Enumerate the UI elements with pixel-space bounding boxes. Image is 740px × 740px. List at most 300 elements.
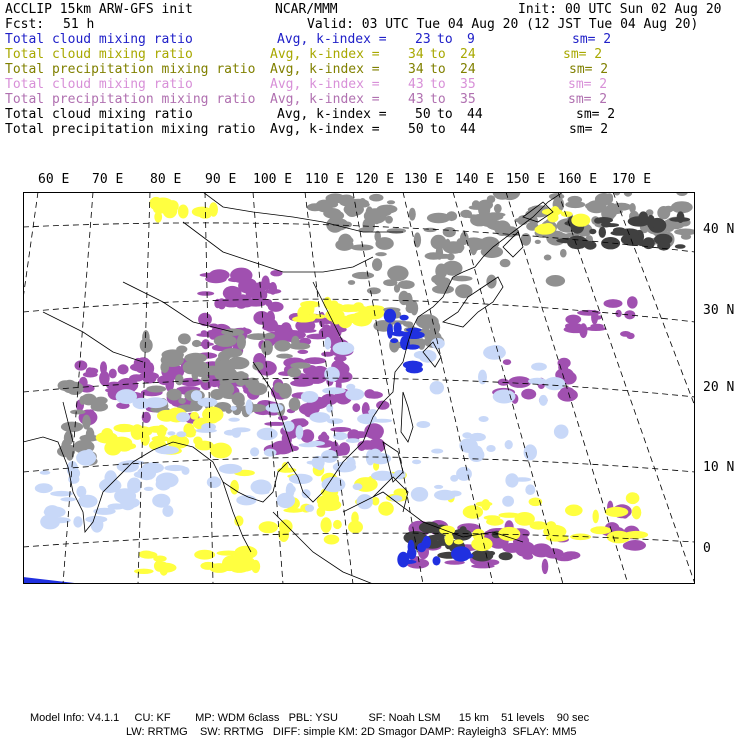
cloud-yellow-patch <box>481 499 490 510</box>
legend-k-to: 24 <box>460 47 476 62</box>
cloud-yellow-patch <box>590 526 611 534</box>
cloud-blue-patch <box>397 552 409 568</box>
cloud-gray-patch <box>502 226 518 237</box>
precip-purple-patch <box>373 429 383 439</box>
forecast-hour: 51 h <box>63 17 95 32</box>
legend-k-to: 44 <box>460 122 476 137</box>
cloud-dark-patch <box>599 227 606 238</box>
legend-k-from: 50 <box>415 107 431 122</box>
cloud-dark-patch <box>589 229 596 234</box>
cloud-gray-patch <box>399 291 410 305</box>
cloud-lightblue-patch <box>251 480 272 495</box>
legend-smoothing: sm= 2 <box>568 77 608 92</box>
cloud-gray-patch <box>175 374 184 385</box>
cloud-lightblue-patch <box>456 467 472 481</box>
cloud-yellow-patch <box>624 531 648 539</box>
cloud-yellow-patch <box>317 495 336 507</box>
precip-purple-patch <box>542 559 549 574</box>
cloud-blue-patch <box>384 309 396 323</box>
cloud-gray-patch <box>276 354 293 359</box>
cloud-dark-patch <box>601 237 620 249</box>
cloud-yellow-patch <box>347 314 370 319</box>
cloud-gray-patch <box>500 259 511 267</box>
cloud-lightblue-patch <box>324 337 331 350</box>
cloud-gray-patch <box>350 244 373 250</box>
cloud-yellow-patch <box>157 425 167 438</box>
precip-purple-patch <box>593 315 602 319</box>
legend-to-word: to <box>430 122 446 137</box>
cloud-yellow-patch <box>323 297 331 309</box>
cloud-gray-patch <box>611 203 631 211</box>
center-name: NCAR/MMM <box>275 2 338 17</box>
cloud-yellow-patch <box>445 533 454 546</box>
precip-purple-patch <box>531 543 552 557</box>
cloud-gray-patch <box>217 360 232 372</box>
precip-purple-patch <box>620 331 631 337</box>
cloud-dark-patch <box>603 223 620 227</box>
cloud-gray-patch <box>398 280 415 289</box>
cloud-gray-patch <box>657 206 670 219</box>
cloud-lightblue-patch <box>357 494 373 509</box>
cloud-lightblue-patch <box>176 412 190 422</box>
latitude-label: 40 N <box>703 222 735 237</box>
legend-to-word: to <box>430 77 446 92</box>
cloud-lightblue-patch <box>434 485 443 489</box>
precip-purple-patch <box>577 310 601 316</box>
legend-field-name: Total precipitation mixing ratio <box>5 92 256 107</box>
legend-smoothing: sm= 2 <box>569 122 609 137</box>
cloud-yellow-patch <box>632 506 642 520</box>
cloud-blue-patch <box>390 339 398 344</box>
cloud-gray-patch <box>214 335 237 347</box>
cloud-yellow-patch <box>186 428 196 436</box>
cloud-gray-patch <box>146 386 166 393</box>
cloud-lightblue-patch <box>469 433 486 441</box>
cloud-lightblue-patch <box>144 397 168 408</box>
cloud-yellow-patch <box>139 551 157 559</box>
legend-field-name: Total cloud mixing ratio <box>5 77 193 92</box>
precip-purple-patch <box>200 273 221 277</box>
legend-to-word: to <box>430 62 446 77</box>
cloud-yellow-patch <box>193 437 202 445</box>
cloud-gray-patch <box>279 383 292 399</box>
cloud-gray-patch <box>470 214 489 226</box>
cloud-gray-patch <box>544 255 552 261</box>
cloud-lightblue-patch <box>117 461 139 473</box>
precip-purple-patch <box>556 556 573 561</box>
cloud-gray-patch <box>184 353 207 363</box>
cloud-gray-patch <box>486 212 506 217</box>
legend-k-to: 9 <box>467 32 475 47</box>
cloud-gray-patch <box>165 350 183 360</box>
precip-purple-patch <box>297 350 308 354</box>
cloud-lightblue-patch <box>524 444 537 460</box>
cloud-yellow-patch <box>308 303 315 315</box>
cloud-lightblue-patch <box>35 483 53 493</box>
longitude-label: 160 E <box>558 172 598 187</box>
cloud-dark-patch <box>657 241 670 251</box>
cloud-gray-patch <box>387 200 395 204</box>
cloud-gray-patch <box>178 398 186 404</box>
precip-purple-patch <box>623 542 635 550</box>
precip-purple-patch <box>264 319 278 332</box>
longitude-label: 140 E <box>455 172 495 187</box>
cloud-yellow-patch <box>351 512 359 525</box>
latitude-label: 0 <box>703 541 711 556</box>
cloud-lightblue-patch <box>76 450 96 466</box>
cloud-yellow-patch <box>498 527 520 541</box>
precip-purple-patch <box>278 416 288 421</box>
cloud-lightblue-patch <box>448 491 462 497</box>
cloud-blue-patch <box>406 328 422 332</box>
cloud-lightblue-patch <box>176 431 186 437</box>
cloud-yellow-patch <box>593 510 599 524</box>
cloud-gray-patch <box>237 334 246 349</box>
cloud-lightblue-patch <box>478 370 487 385</box>
precip-purple-patch <box>565 323 582 330</box>
latitude-label: 20 N <box>703 380 735 395</box>
longitude-label: 120 E <box>355 172 395 187</box>
legend-to-word: to <box>437 32 453 47</box>
cloud-lightblue-patch <box>431 449 443 454</box>
cloud-lightblue-patch <box>121 498 140 509</box>
cloud-lightblue-patch <box>299 443 319 447</box>
longitude-label: 100 E <box>253 172 293 187</box>
cloud-yellow-patch <box>471 537 492 551</box>
cloud-gray-patch <box>289 397 301 411</box>
cloud-gray-patch <box>480 237 500 250</box>
latitude-label: 10 N <box>703 460 735 475</box>
cloud-lightblue-patch <box>228 418 240 422</box>
precip-purple-patch <box>558 362 568 373</box>
precip-purple-patch <box>118 364 129 374</box>
cloud-lightblue-patch <box>486 445 495 452</box>
cloud-dark-patch <box>675 244 686 249</box>
precip-purple-patch <box>352 403 360 412</box>
cloud-yellow-patch <box>190 412 199 420</box>
longitude-label: 60 E <box>38 172 70 187</box>
cloud-lightblue-patch <box>528 378 546 385</box>
cloud-lightblue-patch <box>167 431 175 435</box>
legend-field-name: Total cloud mixing ratio <box>5 32 193 47</box>
cloud-yellow-patch <box>542 229 548 235</box>
cloud-gray-patch <box>387 266 408 282</box>
cloud-gray-patch <box>406 304 416 313</box>
cloud-lightblue-patch <box>531 363 547 371</box>
cloud-gray-patch <box>535 240 541 244</box>
cloud-lightblue-patch <box>76 486 86 498</box>
legend-to-word: to <box>437 107 453 122</box>
cloud-lightblue-patch <box>346 438 360 443</box>
precip-purple-patch <box>585 326 606 331</box>
legend-field-name: Total precipitation mixing ratio <box>5 122 256 137</box>
cloud-yellow-patch <box>626 492 640 504</box>
legend-k-from: 34 <box>408 62 424 77</box>
precip-purple-patch <box>246 301 266 307</box>
cloud-dark-patch <box>594 218 602 224</box>
cloud-gray-patch <box>427 213 451 224</box>
cloud-gray-patch <box>424 228 437 232</box>
cloud-lightblue-patch <box>155 446 179 454</box>
cloud-lightblue-patch <box>346 384 355 390</box>
precip-purple-patch <box>330 427 351 432</box>
cloud-yellow-patch <box>178 205 189 219</box>
cloud-yellow-patch <box>234 516 243 527</box>
cloud-blue-patch <box>400 560 417 564</box>
cloud-yellow-patch <box>200 562 215 570</box>
cloud-lightblue-patch <box>345 388 364 400</box>
cloud-lightblue-patch <box>266 403 284 412</box>
precip-purple-patch <box>246 290 252 299</box>
cloud-lightblue-patch <box>419 350 437 363</box>
legend-avg-label: Avg, k-index = <box>270 47 380 62</box>
cloud-yellow-patch <box>118 443 137 450</box>
cloud-gray-patch <box>348 280 355 285</box>
precip-purple-patch <box>75 360 88 370</box>
cloud-gray-patch <box>375 252 387 256</box>
precip-purple-patch <box>201 339 210 349</box>
cloud-lightblue-patch <box>73 516 82 527</box>
cloud-lightblue-patch <box>513 477 531 482</box>
cloud-gray-patch <box>232 392 245 405</box>
cloud-lightblue-patch <box>219 464 242 474</box>
cloud-gray-patch <box>560 249 567 258</box>
cloud-yellow-patch <box>342 305 365 312</box>
init-time: Init: 00 UTC Sun 02 Aug 20 <box>518 2 722 17</box>
legend-k-to: 35 <box>460 77 476 92</box>
cloud-gray-patch <box>366 206 374 219</box>
cloud-yellow-patch <box>163 203 178 218</box>
forecast-label: Fcst: <box>5 17 45 32</box>
cloud-gray-patch <box>409 208 416 221</box>
legend-smoothing: sm= 2 <box>563 47 603 62</box>
cloud-dark-patch <box>584 241 596 250</box>
cloud-gray-patch <box>82 415 91 430</box>
latitude-label: 30 N <box>703 303 735 318</box>
cloud-yellow-patch <box>499 513 521 518</box>
cloud-gray-patch <box>414 232 421 247</box>
forecast-map <box>23 192 695 584</box>
legend-smoothing: sm= 2 <box>568 92 608 107</box>
precip-purple-patch <box>604 299 623 308</box>
cloud-gray-patch <box>219 382 235 396</box>
cloud-gray-patch <box>431 254 453 259</box>
cloud-yellow-patch <box>242 554 250 560</box>
legend-smoothing: sm= 2 <box>572 32 612 47</box>
legend-to-word: to <box>430 92 446 107</box>
cloud-blue-patch <box>408 540 415 554</box>
cloud-lightblue-patch <box>99 478 121 493</box>
legend-avg-label: Avg, k-index = <box>277 107 387 122</box>
cloud-gray-patch <box>160 361 169 373</box>
legend-avg-label: Avg, k-index = <box>270 77 380 92</box>
cloud-gray-patch <box>192 340 201 347</box>
cloud-blue-patch <box>400 315 409 321</box>
cloud-gray-patch <box>167 389 182 401</box>
cloud-blue-patch <box>403 361 423 370</box>
cloud-gray-patch <box>368 218 375 232</box>
cloud-gray-patch <box>248 383 267 396</box>
legend-smoothing: sm= 2 <box>576 107 616 122</box>
legend-field-name: Total cloud mixing ratio <box>5 47 193 62</box>
cloud-yellow-patch <box>324 535 340 545</box>
precip-purple-patch <box>196 333 218 337</box>
legend-avg-label: Avg, k-index = <box>270 62 380 77</box>
cloud-yellow-patch <box>259 521 278 533</box>
precip-purple-patch <box>503 359 511 365</box>
cloud-lightblue-patch <box>411 487 428 502</box>
precip-purple-patch <box>230 268 252 283</box>
precip-purple-patch <box>366 391 383 398</box>
cloud-gray-patch <box>546 275 565 287</box>
cloud-lightblue-patch <box>322 387 346 394</box>
cloud-lightblue-patch <box>544 377 565 390</box>
cloud-lightblue-patch <box>301 391 319 403</box>
cloud-yellow-patch <box>149 197 163 210</box>
cloud-gray-patch <box>287 368 301 378</box>
cloud-lightblue-patch <box>539 395 548 406</box>
cloud-lightblue-patch <box>430 381 444 394</box>
cloud-lightblue-patch <box>416 421 430 428</box>
cloud-gray-patch <box>432 285 454 294</box>
cloud-yellow-patch <box>542 208 563 215</box>
cloud-gray-patch <box>377 205 398 214</box>
cloud-dark-patch <box>669 217 690 222</box>
cloud-gray-patch <box>494 204 502 213</box>
cloud-gray-patch <box>681 234 691 240</box>
cloud-gray-patch <box>178 333 191 344</box>
precip-purple-patch <box>83 372 98 378</box>
cloud-lightblue-patch <box>302 489 311 498</box>
precip-purple-patch <box>265 289 282 294</box>
cloud-yellow-patch <box>202 407 223 423</box>
cloud-yellow-patch <box>463 505 483 518</box>
cloud-yellow-patch <box>486 518 504 526</box>
cloud-gray-patch <box>94 397 107 405</box>
cloud-gray-patch <box>372 258 382 271</box>
cloud-lightblue-patch <box>201 423 216 431</box>
cloud-lightblue-patch <box>60 497 76 501</box>
cloud-lightblue-patch <box>310 412 331 423</box>
precip-purple-patch <box>139 372 159 380</box>
cloud-gray-patch <box>343 222 352 228</box>
cloud-yellow-patch <box>309 314 318 320</box>
cloud-gray-patch <box>671 201 693 213</box>
model-info-line1: Model Info: V4.1.1 CU: KF MP: WDM 6class PBL: YSU SF: Noah LSM 15 km 51 levels 90 sec <box>30 712 590 724</box>
cloud-dark-patch <box>471 550 493 562</box>
cloud-gray-patch <box>326 201 339 208</box>
cloud-dark-patch <box>639 211 649 222</box>
legend-field-name: Total precipitation mixing ratio <box>5 62 256 77</box>
cloud-lightblue-patch <box>307 461 319 465</box>
cloud-blue-patch <box>406 344 420 349</box>
cloud-yellow-patch <box>378 502 394 516</box>
cloud-lightblue-patch <box>286 483 295 499</box>
cloud-lightblue-patch <box>289 474 313 484</box>
precip-purple-patch <box>105 388 115 392</box>
precip-purple-patch <box>321 352 334 357</box>
cloud-lightblue-patch <box>296 425 304 439</box>
cloud-gray-patch <box>385 216 393 224</box>
cloud-yellow-patch <box>154 211 162 222</box>
cloud-yellow-patch <box>325 309 344 322</box>
longitude-label: 170 E <box>612 172 652 187</box>
cloud-lightblue-patch <box>305 505 314 512</box>
cloud-gray-patch <box>487 195 496 203</box>
cloud-blue-patch <box>433 556 441 565</box>
cloud-yellow-patch <box>372 497 380 506</box>
precip-purple-patch <box>266 299 273 307</box>
cloud-lightblue-patch <box>369 449 382 462</box>
cloud-lightblue-patch <box>333 462 356 473</box>
cloud-lightblue-patch <box>479 416 489 422</box>
legend-avg-label: Avg, k-index = <box>270 92 380 107</box>
cloud-yellow-patch <box>217 551 241 556</box>
legend-k-from: 50 <box>408 122 424 137</box>
cloud-gray-patch <box>140 338 153 353</box>
cloud-gray-patch <box>352 272 374 279</box>
cloud-gray-patch <box>221 348 242 358</box>
model-info-line2: LW: RRTMG SW: RRTMG DIFF: simple KM: 2D Smagor DAMP: Rayleigh3 SFLAY: MM5 <box>126 726 577 738</box>
cloud-lightblue-patch <box>144 487 154 491</box>
cloud-lightblue-patch <box>257 428 278 440</box>
cloud-lightblue-patch <box>207 476 221 488</box>
precip-purple-patch <box>277 325 292 332</box>
cloud-dark-patch <box>637 240 647 246</box>
legend-k-from: 43 <box>408 77 424 92</box>
cloud-lightblue-patch <box>198 398 218 407</box>
legend-avg-label: Avg, k-index = <box>277 32 387 47</box>
cloud-lightblue-patch <box>44 505 60 518</box>
cloud-gray-patch <box>565 201 585 208</box>
cloud-blue-patch <box>417 543 426 553</box>
legend-k-from: 43 <box>408 92 424 107</box>
precip-purple-patch <box>627 296 638 308</box>
cloud-yellow-patch <box>317 507 326 517</box>
cloud-lightblue-patch <box>333 342 355 355</box>
longitude-label: 110 E <box>305 172 345 187</box>
model-title: ACCLIP 15km ARW-GFS init <box>5 2 193 17</box>
cloud-gray-patch <box>70 410 85 415</box>
cloud-gray-patch <box>387 228 406 234</box>
cloud-lightblue-patch <box>69 468 80 479</box>
cloud-gray-patch <box>586 200 607 213</box>
cloud-dark-patch <box>499 552 513 560</box>
cloud-gray-patch <box>367 287 381 294</box>
legend-smoothing: sm= 2 <box>569 62 609 77</box>
precip-purple-patch <box>298 329 317 333</box>
cloud-yellow-patch <box>333 520 342 529</box>
cloud-yellow-patch <box>454 539 464 544</box>
precip-purple-patch <box>109 369 117 379</box>
valid-time: Valid: 03 UTC Tue 04 Aug 20 (12 JST Tue 04 Aug 20) <box>307 17 699 32</box>
cloud-lightblue-patch <box>245 399 252 414</box>
precip-purple-patch <box>334 355 347 362</box>
cloud-gray-patch <box>338 234 352 250</box>
cloud-lightblue-patch <box>502 496 514 507</box>
precip-purple-patch <box>521 389 536 400</box>
longitude-label: 70 E <box>92 172 124 187</box>
cloud-gray-patch <box>443 227 456 237</box>
cloud-gray-patch <box>289 343 310 350</box>
precip-purple-patch <box>223 286 242 300</box>
precip-purple-patch <box>471 564 494 569</box>
precip-purple-patch <box>297 379 305 387</box>
precip-purple-patch <box>197 291 214 296</box>
precip-purple-patch <box>508 376 531 388</box>
cloud-lightblue-patch <box>231 406 237 411</box>
legend-k-from: 34 <box>408 47 424 62</box>
